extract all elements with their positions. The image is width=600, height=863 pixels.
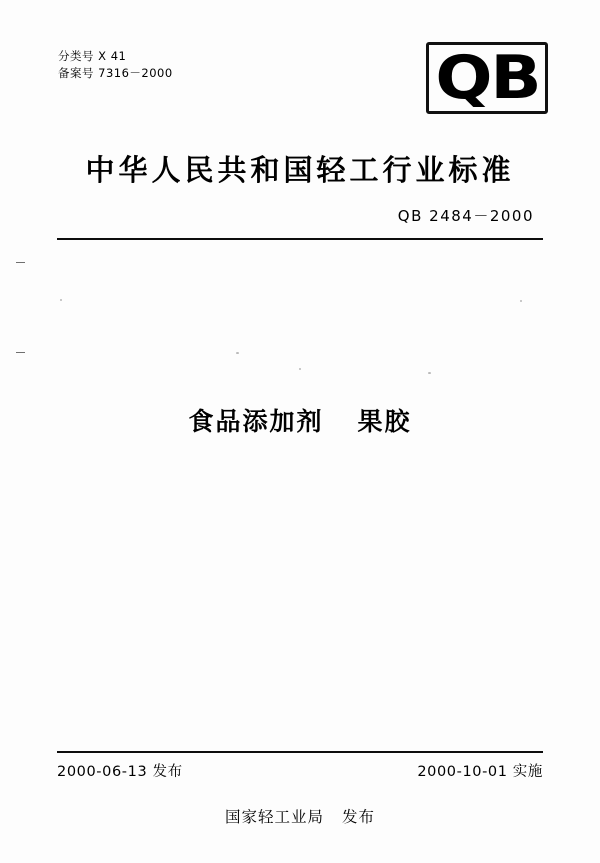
classification-number: 分类号 X 41: [58, 49, 127, 63]
binding-tick-lower: [16, 352, 25, 353]
scan-speck: [520, 300, 522, 302]
issue-date: 2000-06-13 发布: [57, 764, 183, 780]
date-row: [57, 760, 543, 781]
binding-tick-upper: [16, 262, 25, 263]
divider-bottom: [57, 751, 543, 753]
qb-logo-text: QB: [435, 43, 539, 113]
document-meta: [58, 48, 173, 82]
record-number: 备案号 7316－2000: [58, 66, 173, 80]
scan-speck: [236, 352, 239, 354]
subject-category: 食品添加剂: [188, 407, 324, 436]
publisher-name: 国家轻工业局: [224, 808, 324, 826]
standard-title: 中华人民共和国轻工行业标准: [85, 153, 515, 187]
divider-top: [57, 238, 543, 240]
publisher-action: 发布: [342, 808, 376, 826]
scan-speck: [299, 368, 301, 370]
effective-date: 2000-10-01 实施: [417, 764, 543, 780]
qb-logo: [426, 42, 548, 114]
scan-speck: [60, 299, 62, 301]
document-subject: [0, 402, 600, 438]
publisher-line: [0, 805, 600, 827]
standard-number: QB 2484－2000: [397, 207, 534, 225]
subject-name: 果胶: [357, 407, 412, 436]
scan-speck: [428, 372, 431, 374]
